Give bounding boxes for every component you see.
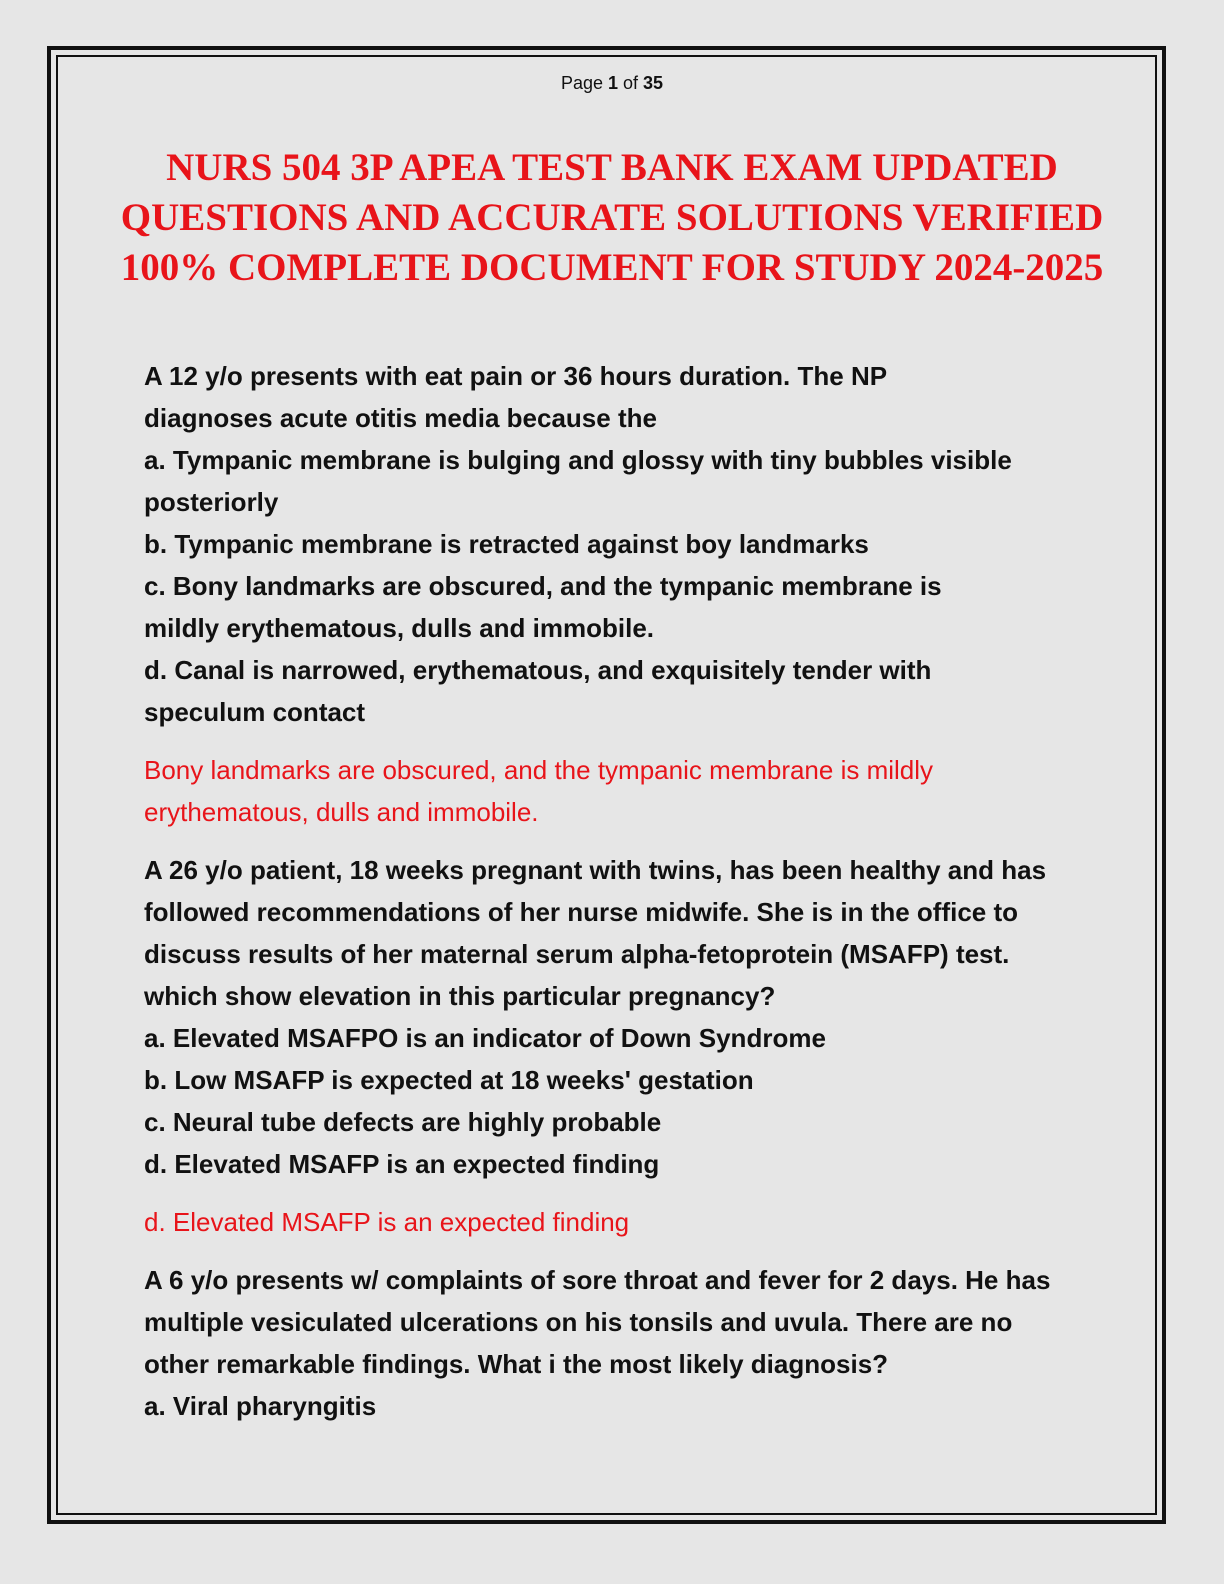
page-current: 1 (607, 73, 618, 93)
option: a. Viral pharyngitis (144, 1391, 377, 1421)
option: c. Neural tube defects are highly probable (144, 1107, 662, 1137)
question-1 (144, 355, 1089, 733)
question-stem: A 12 y/o presents with eat pain or 36 hours duration. The NP diagnoses acute otitis media because the (144, 361, 887, 433)
answer-1: Bony landmarks are obscured, and the tympanic membrane is mildly erythematous, dulls and immobile. (144, 755, 934, 827)
question-list (144, 355, 1089, 1427)
page-label-of: of (618, 73, 644, 93)
option: d. Canal is narrowed, erythematous, and exquisitely tender with speculum contact (144, 655, 932, 727)
option: a. Elevated MSAFPO is an indicator of Down Syndrome (144, 1023, 826, 1053)
document-title: NURS 504 3P APEA TEST BANK EXAM UPDATED QUESTIONS AND ACCURATE SOLUTIONS VERIFIED 100% COMPLETE DOCUMENT FOR STUDY 2024-2025 (120, 146, 1104, 289)
option: a. Tympanic membrane is bulging and glossy with tiny bubbles visible posteriorly (144, 445, 1012, 517)
page-total: 35 (643, 73, 664, 93)
page-number (0, 73, 1224, 94)
question-2 (144, 849, 1089, 1185)
answer-2: d. Elevated MSAFP is an expected finding (144, 1207, 630, 1237)
option: b. Tympanic membrane is retracted against boy landmarks (144, 529, 869, 559)
option: b. Low MSAFP is expected at 18 weeks' gestation (144, 1065, 754, 1095)
question-stem: A 6 y/o presents w/ complaints of sore throat and fever for 2 days. He has multiple vesiculated ulcerations on his tonsils and uvula. There are no other remarkable findings. What i the most likely diagnosis? (144, 1265, 1051, 1379)
question-stem: A 26 y/o patient, 18 weeks pregnant with twins, has been healthy and has followed recommendations of her nurse midwife. She is in the office to discuss results of her maternal serum alpha-fetoprotein (MSAFP) test. which show elevation in this particular pregnancy? (144, 855, 1047, 1011)
option: c. Bony landmarks are obscured, and the tympanic membrane is mildly erythematous, dulls and immobile. (144, 571, 942, 643)
page-label-prefix: Page (560, 73, 608, 93)
question-3 (144, 1259, 1089, 1427)
option: d. Elevated MSAFP is an expected finding (144, 1149, 660, 1179)
